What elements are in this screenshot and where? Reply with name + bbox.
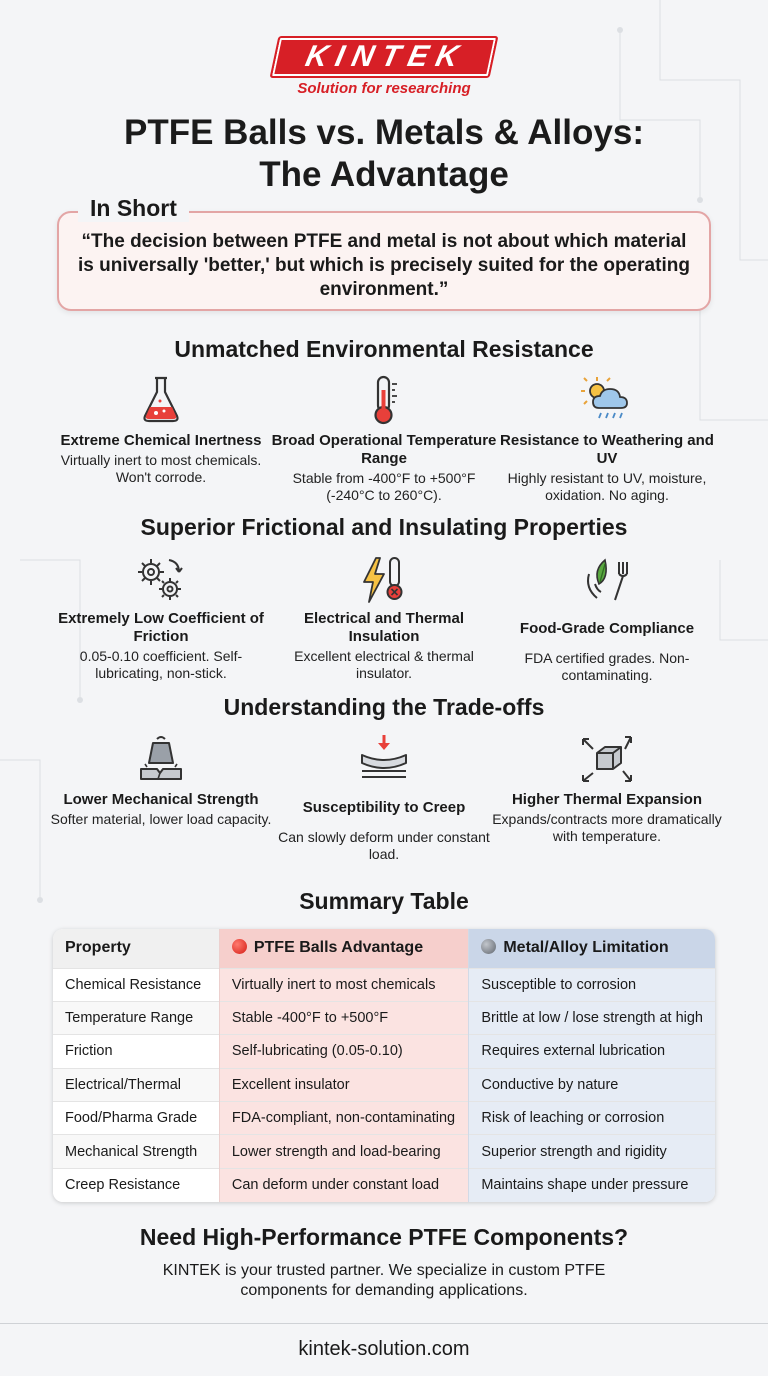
feature-thermal-expansion [492,733,722,845]
feature-creep [269,733,499,863]
cell-metal: Maintains shape under pressure [469,1168,715,1201]
feature-desc: Excellent electrical & thermal insulator. [294,648,474,681]
feature-insulation [269,554,499,682]
feature-desc: Highly resistant to UV, moisture, oxidation. No aging. [507,470,707,503]
summary-table [53,929,715,1202]
cell-ptfe: Virtually inert to most chemicals [219,968,468,1001]
feature-desc: Stable from -400°F to +500°F (-240°C to 260°C). [292,470,476,503]
title-line-1: PTFE Balls vs. Metals & Alloys: [124,113,644,152]
cell-property: Friction [53,1035,219,1068]
cell-property: Chemical Resistance [53,968,219,1001]
bolt-thermometer-icon [356,554,412,606]
cell-property: Temperature Range [53,1001,219,1034]
feature-title: Higher Thermal Expansion [511,791,703,808]
feature-title: Broad Operational Temperature Range [271,432,497,467]
cell-ptfe: Lower strength and load-bearing [219,1135,468,1168]
feature-desc: FDA certified grades. Non-contaminating. [524,650,690,683]
cell-metal: Requires external lubrication [469,1035,715,1068]
weight-icon [133,733,189,785]
header-ptfe-label: PTFE Balls Advantage [253,939,424,957]
feature-food-grade [492,554,722,684]
cell-metal: Risk of leaching or corrosion [469,1102,715,1135]
red-ball-icon [232,939,247,954]
logo-wordmark: KINTEK [270,36,499,78]
table-row [53,1168,715,1201]
cell-ptfe: Excellent insulator [219,1068,468,1101]
header-metal-label: Metal/Alloy Limitation [503,939,669,957]
gears-icon [133,554,189,606]
feature-desc: Expands/contracts more dramatically with temperature. [492,811,722,844]
feature-desc: Virtually inert to most chemicals. Won't corrode. [60,452,262,485]
expansion-cube-icon [579,733,635,785]
table-row [53,1068,715,1101]
feature-title: Extreme Chemical Inertness [60,432,262,449]
cell-ptfe: FDA-compliant, non-contaminating [219,1102,468,1135]
feature-desc: Softer material, lower load capacity. [50,811,272,827]
cell-metal: Susceptible to corrosion [469,968,715,1001]
in-short-label: In Short [78,195,189,222]
header-metal [469,929,715,968]
feature-title: Susceptibility to Creep [302,799,466,816]
gray-ball-icon [481,939,496,954]
cell-property: Mechanical Strength [53,1135,219,1168]
cell-metal: Conductive by nature [469,1068,715,1101]
feature-title: Extremely Low Coefficient of Friction [58,610,264,645]
section-title-tradeoffs: Understanding the Trade-offs [223,694,545,720]
feature-desc: Can slowly deform under constant load. [278,829,490,862]
table-row [53,1135,715,1168]
cell-ptfe: Can deform under constant load [219,1168,468,1201]
cta-text: KINTEK is your trusted partner. We specialize in custom PTFE components for demanding applications. [162,1262,606,1299]
table-header-row [53,929,715,968]
feature-mechanical-strength [46,733,276,828]
feature-title: Lower Mechanical Strength [63,791,259,808]
table-row [53,1102,715,1135]
page-title [0,112,768,196]
feature-title: Food-Grade Compliance [519,620,695,637]
footer-divider [0,1323,768,1324]
section-title-frictional: Superior Frictional and Insulating Properties [140,514,628,540]
title-line-2: The Advantage [259,155,509,194]
section-title-environmental: Unmatched Environmental Resistance [174,336,594,362]
cell-property: Electrical/Thermal [53,1068,219,1101]
leaf-fork-icon [579,554,635,606]
header-property: Property [53,929,219,968]
feature-desc: 0.05-0.10 coefficient. Self-lubricating, non-stick. [79,648,243,681]
cell-ptfe: Stable -400°F to +500°F [219,1001,468,1034]
feature-temperature-range [269,374,499,504]
feature-chemical-inertness [46,374,276,486]
cell-property: Creep Resistance [53,1168,219,1201]
summary-table-title: Summary Table [299,888,469,914]
weather-icon [579,374,635,426]
logo-tagline: Solution for researching [297,80,471,97]
header-ptfe [219,929,468,968]
creep-icon [356,733,412,785]
cell-metal: Brittle at low / lose strength at high [469,1001,715,1034]
flask-icon [136,374,186,426]
table-row [53,1035,715,1068]
thermometer-icon [359,374,409,426]
feature-weathering-uv [492,374,722,504]
feature-title: Resistance to Weathering and UV [500,432,714,467]
feature-title: Electrical and Thermal Insulation [303,610,465,645]
cell-ptfe: Self-lubricating (0.05-0.10) [219,1035,468,1068]
cell-property: Food/Pharma Grade [53,1102,219,1135]
feature-low-friction [46,554,276,682]
footer-url-link[interactable]: kintek-solution.com [298,1338,470,1360]
table-row [53,1001,715,1034]
table-row [53,968,715,1001]
cta-title: Need High-Performance PTFE Components? [139,1224,629,1250]
in-short-quote: “The decision between PTFE and metal is not about which material is universally 'better,' but which is precisely suited for the operating environment.” [78,231,690,300]
cell-metal: Superior strength and rigidity [469,1135,715,1168]
kintek-logo [0,36,768,97]
